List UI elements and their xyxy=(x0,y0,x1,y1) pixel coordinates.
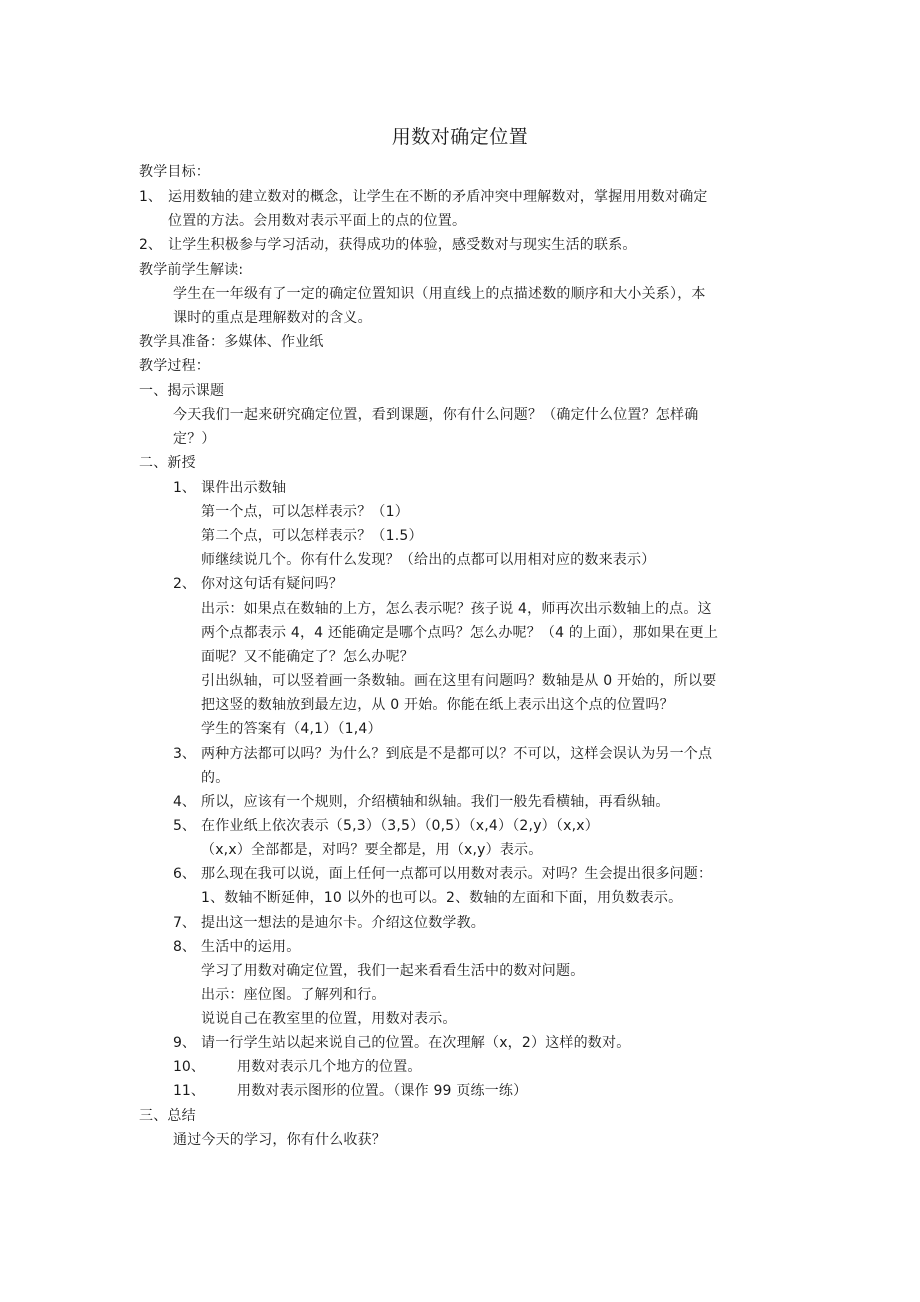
item-line: 的。 xyxy=(201,770,230,786)
item-line: 所以，应该有一个规则，介绍横轴和纵轴。我们一般先看横轴，再看纵轴。 xyxy=(201,794,670,810)
item-line: 师继续说几个。你有什么发现？（给出的点都可以用相对应的数来表示） xyxy=(201,552,656,568)
item-line: 用数对表示几个地方的位置。 xyxy=(237,1059,422,1075)
item-number: 1、 xyxy=(173,480,196,496)
section-line: 定？） xyxy=(173,431,216,447)
item-line: 第二个点，可以怎样表示？（1.5） xyxy=(201,528,423,544)
item-number: 4、 xyxy=(173,794,196,810)
section-line: 今天我们一起来研究确定位置，看到课题，你有什么问题？（确定什么位置？怎样确 xyxy=(173,407,699,423)
tools-line: 教学具准备：多媒体、作业纸 xyxy=(139,334,324,350)
section-heading: 二、新授 xyxy=(139,455,196,471)
item-number: 8、 xyxy=(173,939,196,955)
item-number: 11、 xyxy=(173,1083,205,1099)
item-number: 2、 xyxy=(173,576,196,592)
section-heading: 三、总结 xyxy=(139,1108,196,1124)
item-line: 两种方法都可以吗？为什么？到底是不是都可以？不可以，这样会误认为另一个点 xyxy=(201,746,713,762)
item-line: 把这竖的数轴放到最左边，从 0 开始。你能在纸上表示出这个点的位置吗？ xyxy=(201,697,674,713)
objective-line: 让学生积极参与学习活动，获得成功的体验，感受数对与现实生活的联系。 xyxy=(168,237,637,253)
objective-line: 运用数轴的建立数对的概念，让学生在不断的矛盾冲突中理解数对，掌握用用数对确定 xyxy=(168,189,708,205)
section-heading: 一、揭示课题 xyxy=(139,383,225,399)
item-line: 那么现在我可以说，面上任何一点都可以用数对表示。对吗？生会提出很多问题： xyxy=(201,866,713,882)
item-line: 用数对表示图形的位置。（课作 99 页练一练） xyxy=(237,1083,528,1099)
objectives-heading: 教学目标： xyxy=(139,164,210,180)
pre-class-heading: 教学前学生解读: xyxy=(139,262,244,278)
objective-line: 位置的方法。会用数对表示平面上的点的位置。 xyxy=(168,213,467,229)
item-line: 你对这句话有疑问吗？ xyxy=(201,576,343,592)
item-line: 说说自己在教室里的位置，用数对表示。 xyxy=(201,1011,457,1027)
pre-class-line: 学生在一年级有了一定的确定位置知识（用直线上的点描述数的顺序和大小关系），本 xyxy=(173,286,706,302)
item-line: 学生的答案有（4,1）（1,4） xyxy=(201,721,382,737)
item-number: 3、 xyxy=(173,746,196,762)
item-number: 6、 xyxy=(173,866,196,882)
objective-number: 1、 xyxy=(139,189,162,205)
item-number: 9、 xyxy=(173,1035,196,1051)
item-line: 引出纵轴，可以竖着画一条数轴。画在这里有问题吗？数轴是从 0 开始的，所以要 xyxy=(201,673,717,689)
item-number: 10、 xyxy=(173,1059,205,1075)
item-line: （x,x）全部都是，对吗？要全都是，用（x,y）表示。 xyxy=(201,842,543,858)
item-line: 出示：座位图。了解列和行。 xyxy=(201,987,386,1003)
objective-number: 2、 xyxy=(139,237,162,253)
item-line: 学习了用数对确定位置，我们一起来看看生活中的数对问题。 xyxy=(201,963,585,979)
item-line: 请一行学生站以起来说自己的位置。在次理解（x，2）这样的数对。 xyxy=(201,1035,631,1051)
item-line: 在作业纸上依次表示（5,3）（3,5）（0,5）（x,4）（2,y）（x,x） xyxy=(201,818,599,834)
item-line: 面呢？又不能确定了？怎么办呢？ xyxy=(201,649,414,665)
process-heading: 教学过程： xyxy=(139,358,210,374)
item-number: 7、 xyxy=(173,915,196,931)
item-line: 提出这一想法的是迪尔卡。介绍这位数学教。 xyxy=(201,915,485,931)
pre-class-line: 课时的重点是理解数对的含义。 xyxy=(173,310,372,326)
item-line: 两个点都表示 4，4 还能确定是哪个点吗？怎么办呢？（4 的上面），那如果在更上 xyxy=(201,625,719,641)
item-number: 5、 xyxy=(173,818,196,834)
section-line: 通过今天的学习，你有什么收获？ xyxy=(173,1132,386,1148)
item-line: 课件出示数轴 xyxy=(201,480,287,496)
page-title: 用数对确定位置 xyxy=(391,126,529,148)
item-line: 出示：如果点在数轴的上方，怎么表示呢？孩子说 4，师再次出示数轴上的点。这 xyxy=(201,601,712,617)
item-line: 1、数轴不断延伸，10 以外的也可以。2、数轴的左面和下面，用负数表示。 xyxy=(201,890,683,906)
item-line: 生活中的运用。 xyxy=(201,939,301,955)
item-line: 第一个点，可以怎样表示？（1） xyxy=(201,504,409,520)
